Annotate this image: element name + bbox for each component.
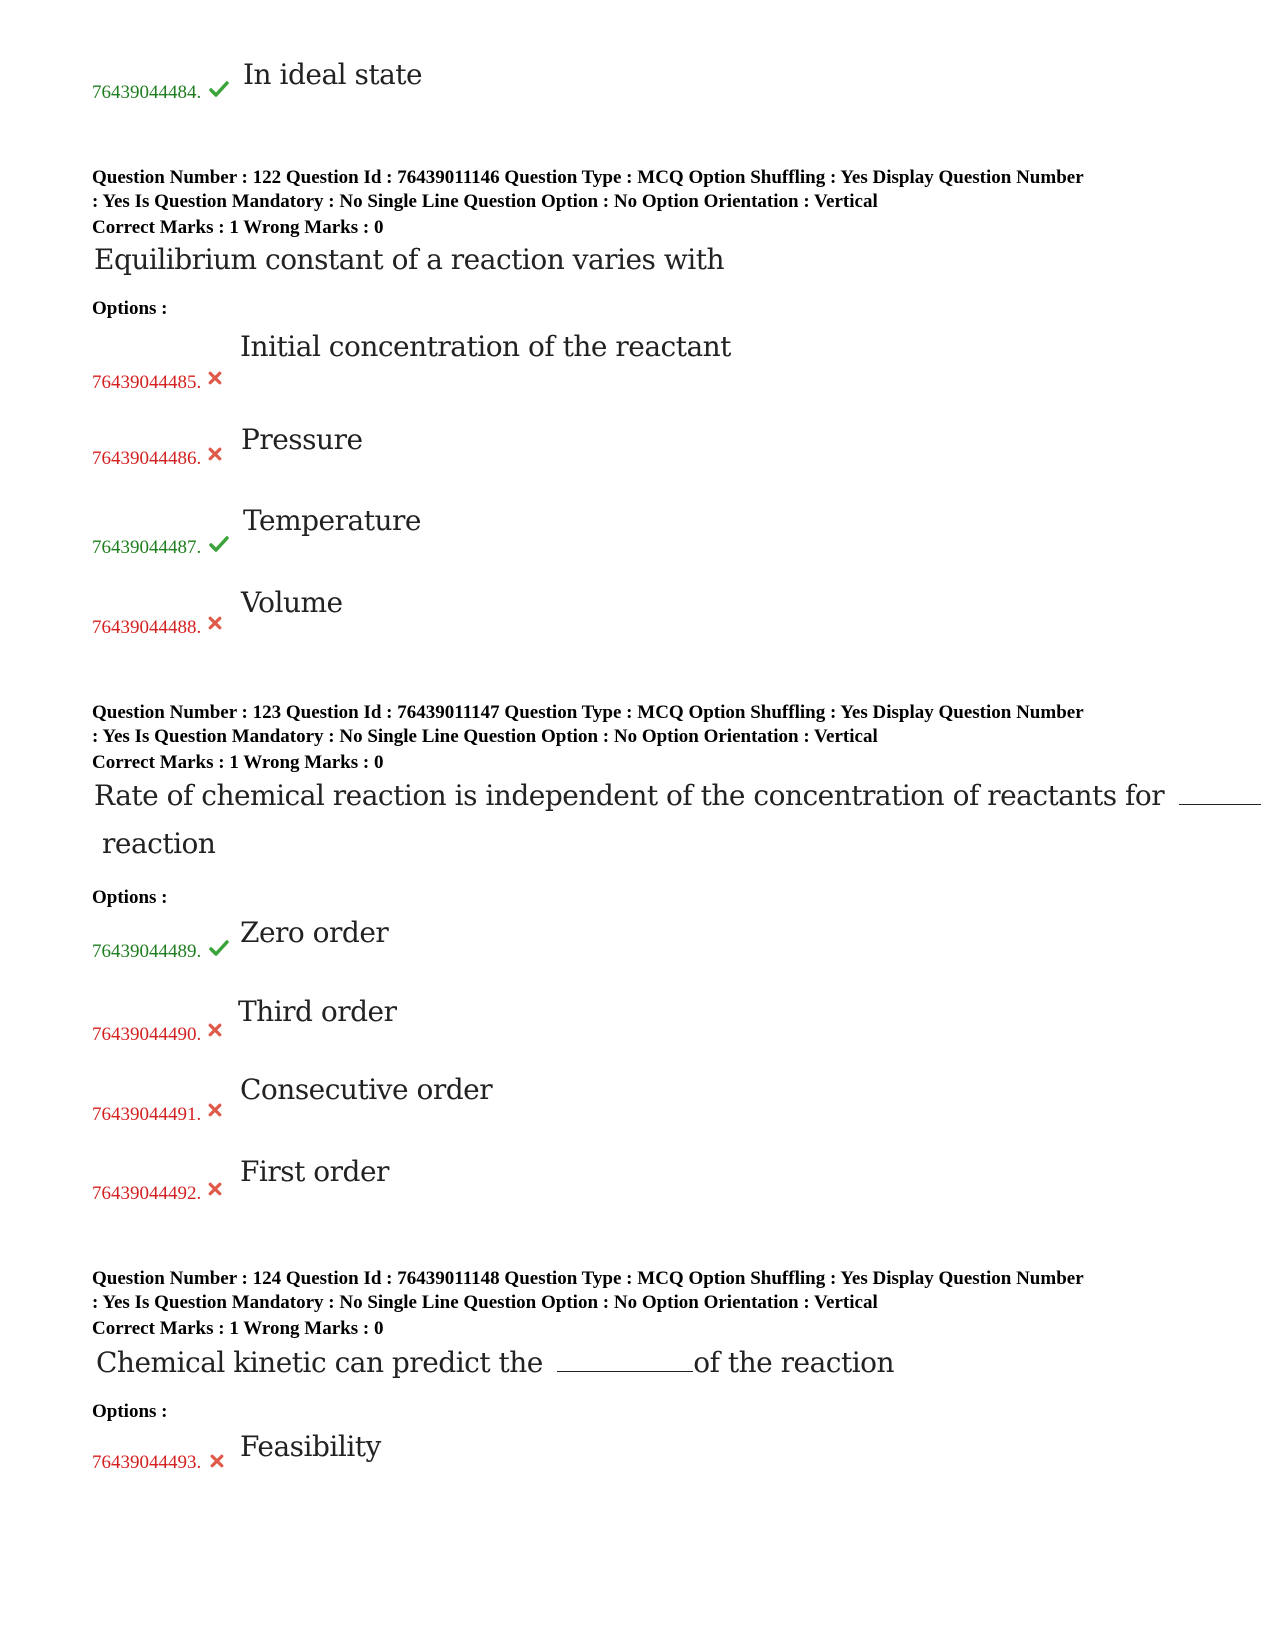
option-row xyxy=(92,617,223,639)
option-id: 76439044491. xyxy=(92,1104,202,1125)
option-row xyxy=(92,1452,225,1474)
option-id: 76439044490. xyxy=(92,1024,202,1045)
cross-icon xyxy=(207,1102,223,1118)
option-text: Consecutive order xyxy=(240,1073,493,1106)
option-text: Pressure xyxy=(241,423,363,456)
meta-line-2: : Yes Is Question Mandatory : No Single Line Question Option : No Option Orientation : Vertical xyxy=(92,191,878,212)
question-line-1: Rate of chemical reaction is independent of the concentration of reactants for xyxy=(94,779,1165,812)
option-id: 76439044489. xyxy=(92,941,202,962)
question-text xyxy=(96,1346,894,1379)
question-part-2: of the reaction xyxy=(693,1346,895,1379)
check-icon xyxy=(209,534,229,554)
marks-line: Correct Marks : 1 Wrong Marks : 0 xyxy=(92,1318,384,1339)
meta-line-2: : Yes Is Question Mandatory : No Single Line Question Option : No Option Orientation : Vertical xyxy=(92,1292,878,1313)
cross-icon xyxy=(207,615,223,631)
option-id: 76439044488. xyxy=(92,617,202,638)
meta-line-2: : Yes Is Question Mandatory : No Single Line Question Option : No Option Orientation : Vertical xyxy=(92,726,878,747)
option-id: 76439044487. xyxy=(92,537,202,558)
option-text: Zero order xyxy=(240,916,389,949)
options-label: Options : xyxy=(92,1401,168,1422)
option-id: 76439044486. xyxy=(92,448,202,469)
marks-line: Correct Marks : 1 Wrong Marks : 0 xyxy=(92,752,384,773)
option-text: In ideal state xyxy=(243,58,423,91)
cross-icon xyxy=(207,1022,223,1038)
option-text: First order xyxy=(240,1155,389,1188)
option-id: 76439044493. xyxy=(92,1452,202,1473)
question-meta xyxy=(92,701,1212,749)
question-meta xyxy=(92,166,1212,214)
option-text: Temperature xyxy=(243,504,421,537)
check-icon xyxy=(209,79,229,99)
option-text: Feasibility xyxy=(240,1430,381,1463)
options-label: Options : xyxy=(92,298,168,319)
option-id: 76439044492. xyxy=(92,1183,202,1204)
question-line-2: reaction xyxy=(102,827,216,860)
cross-icon xyxy=(209,1453,225,1469)
question-meta xyxy=(92,1267,1212,1315)
question-text xyxy=(94,779,1261,812)
cross-icon xyxy=(207,446,223,462)
option-row xyxy=(92,372,223,394)
option-row xyxy=(92,537,229,559)
question-part-1: Chemical kinetic can predict the xyxy=(96,1346,543,1379)
option-id: 76439044485. xyxy=(92,372,202,393)
question-text: Equilibrium constant of a reaction varies with xyxy=(94,243,725,276)
marks-line: Correct Marks : 1 Wrong Marks : 0 xyxy=(92,217,384,238)
meta-line-1: Question Number : 123 Question Id : 76439011147 Question Type : MCQ Option Shuffling : Yes Display Question Number xyxy=(92,702,1084,723)
option-id: 76439044484. xyxy=(92,82,202,103)
options-label: Options : xyxy=(92,887,168,908)
option-row xyxy=(92,82,229,104)
answer-blank xyxy=(557,1371,693,1372)
option-row xyxy=(92,1183,223,1205)
option-text: Initial concentration of the reactant xyxy=(240,330,731,363)
option-text: Volume xyxy=(241,586,343,619)
option-row xyxy=(92,1024,223,1046)
option-text: Third order xyxy=(238,995,397,1028)
option-row xyxy=(92,448,223,470)
meta-line-1: Question Number : 122 Question Id : 76439011146 Question Type : MCQ Option Shuffling : Yes Display Question Number xyxy=(92,167,1084,188)
cross-icon xyxy=(207,1181,223,1197)
option-row xyxy=(92,1104,223,1126)
answer-blank xyxy=(1179,804,1261,805)
check-icon xyxy=(209,938,229,958)
meta-line-1: Question Number : 124 Question Id : 76439011148 Question Type : MCQ Option Shuffling : Yes Display Question Number xyxy=(92,1268,1084,1289)
option-row xyxy=(92,941,229,963)
cross-icon xyxy=(207,370,223,386)
